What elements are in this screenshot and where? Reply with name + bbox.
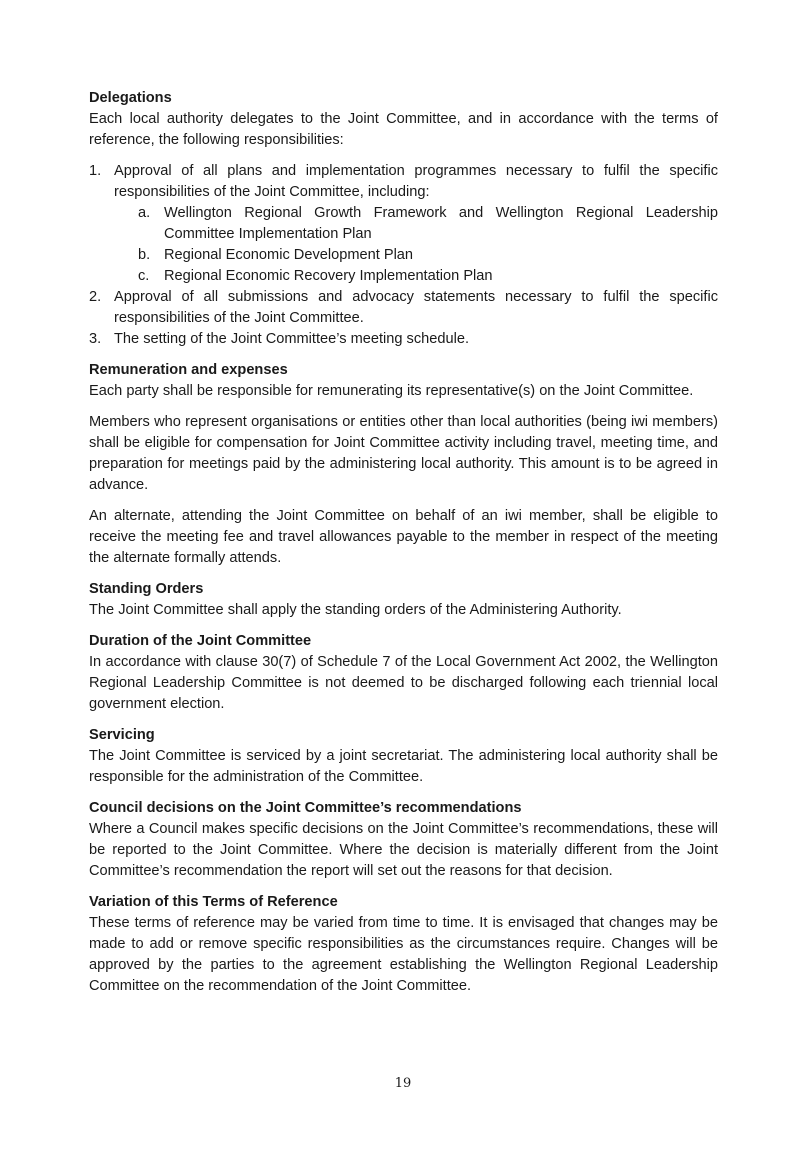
variation-heading: Variation of this Terms of Reference — [89, 894, 338, 910]
delegation-subitem-b — [114, 245, 718, 266]
delegation-sublist — [114, 203, 718, 287]
delegations-list — [89, 161, 718, 350]
delegation-item-text: Approval of all submissions and advocacy statements necessary to fulfil the specific responsibilities of the Joint Committee. — [114, 289, 718, 326]
duration-section — [89, 631, 718, 715]
delegation-item-text: Approval of all plans and implementation programmes necessary to fulfil the specific responsibilities of the Joint Committee, including: — [114, 163, 718, 200]
list-marker: 2. — [89, 289, 102, 305]
delegation-item-3 — [89, 329, 718, 350]
list-marker: 1. — [89, 163, 102, 179]
duration-heading: Duration of the Joint Committee — [89, 633, 312, 649]
delegation-item-text: The setting of the Joint Committee’s meeting schedule. — [114, 331, 470, 347]
delegation-subitem-c — [114, 266, 718, 287]
delegation-subitem-text: Regional Economic Recovery Implementation Plan — [164, 268, 493, 284]
delegation-item-2 — [89, 287, 718, 329]
delegation-item-1 — [89, 161, 718, 287]
council-decisions-section — [89, 798, 718, 882]
delegation-subitem-a — [114, 203, 718, 245]
delegation-subitem-text: Wellington Regional Growth Framework and Wellington Regional Leadership Committee Implementation Plan — [164, 205, 718, 242]
variation-section — [89, 892, 718, 997]
list-marker: 3. — [89, 331, 102, 347]
page-number: 19 — [394, 1076, 412, 1091]
standing-orders-text: The Joint Committee shall apply the standing orders of the Administering Authority. — [89, 602, 622, 618]
list-marker: b. — [138, 247, 151, 263]
remuneration-heading: Remuneration and expenses — [89, 362, 288, 378]
delegations-intro: Each local authority delegates to the Joint Committee, and in accordance with the terms of reference, the following responsibilities: — [89, 111, 718, 148]
remuneration-section — [89, 360, 718, 569]
standing-orders-heading: Standing Orders — [89, 581, 204, 597]
standing-orders-section — [89, 579, 718, 621]
list-marker: c. — [138, 268, 150, 284]
variation-text: These terms of reference may be varied from time to time. It is envisaged that changes may be made to add or remove specific responsibilities as the circumstances require. Changes will be approved by the parties to the agreement establishing the Wellington Regional Leadership Committee on the recommendation of the Joint Committee. — [89, 915, 718, 994]
page-content — [89, 88, 718, 997]
delegations-section — [89, 88, 718, 350]
remuneration-paragraph-2: Members who represent organisations or entities other than local authorities (being iwi members) shall be eligible for compensation for Joint Committee activity including travel, meeting time, and preparation for meetings paid by the administering local authority. This amount is to be agreed in advance. — [89, 414, 718, 493]
list-marker: a. — [138, 205, 151, 221]
council-decisions-heading: Council decisions on the Joint Committee’s recommendations — [89, 800, 522, 816]
delegation-subitem-text: Regional Economic Development Plan — [164, 247, 414, 263]
council-decisions-text: Where a Council makes specific decisions on the Joint Committee’s recommendations, these will be reported to the Joint Committee. Where the decision is materially different from the Joint Committee’s recommendation the report will set out the reasons for that decision. — [89, 821, 718, 879]
delegations-heading: Delegations — [89, 90, 172, 106]
servicing-text: The Joint Committee is serviced by a joint secretariat. The administering local authority shall be responsible for the administration of the Committee. — [89, 748, 718, 785]
remuneration-paragraph-1: Each party shall be responsible for remunerating its representative(s) on the Joint Committee. — [89, 383, 694, 399]
remuneration-paragraph-3: An alternate, attending the Joint Committee on behalf of an iwi member, shall be eligible to receive the meeting fee and travel allowances payable to the member in respect of the meeting the alternate formally attends. — [89, 508, 718, 566]
duration-text: In accordance with clause 30(7) of Schedule 7 of the Local Government Act 2002, the Wellington Regional Leadership Committee is not deemed to be discharged following each triennial local government election. — [89, 654, 718, 712]
servicing-heading: Servicing — [89, 727, 155, 743]
servicing-section — [89, 725, 718, 788]
